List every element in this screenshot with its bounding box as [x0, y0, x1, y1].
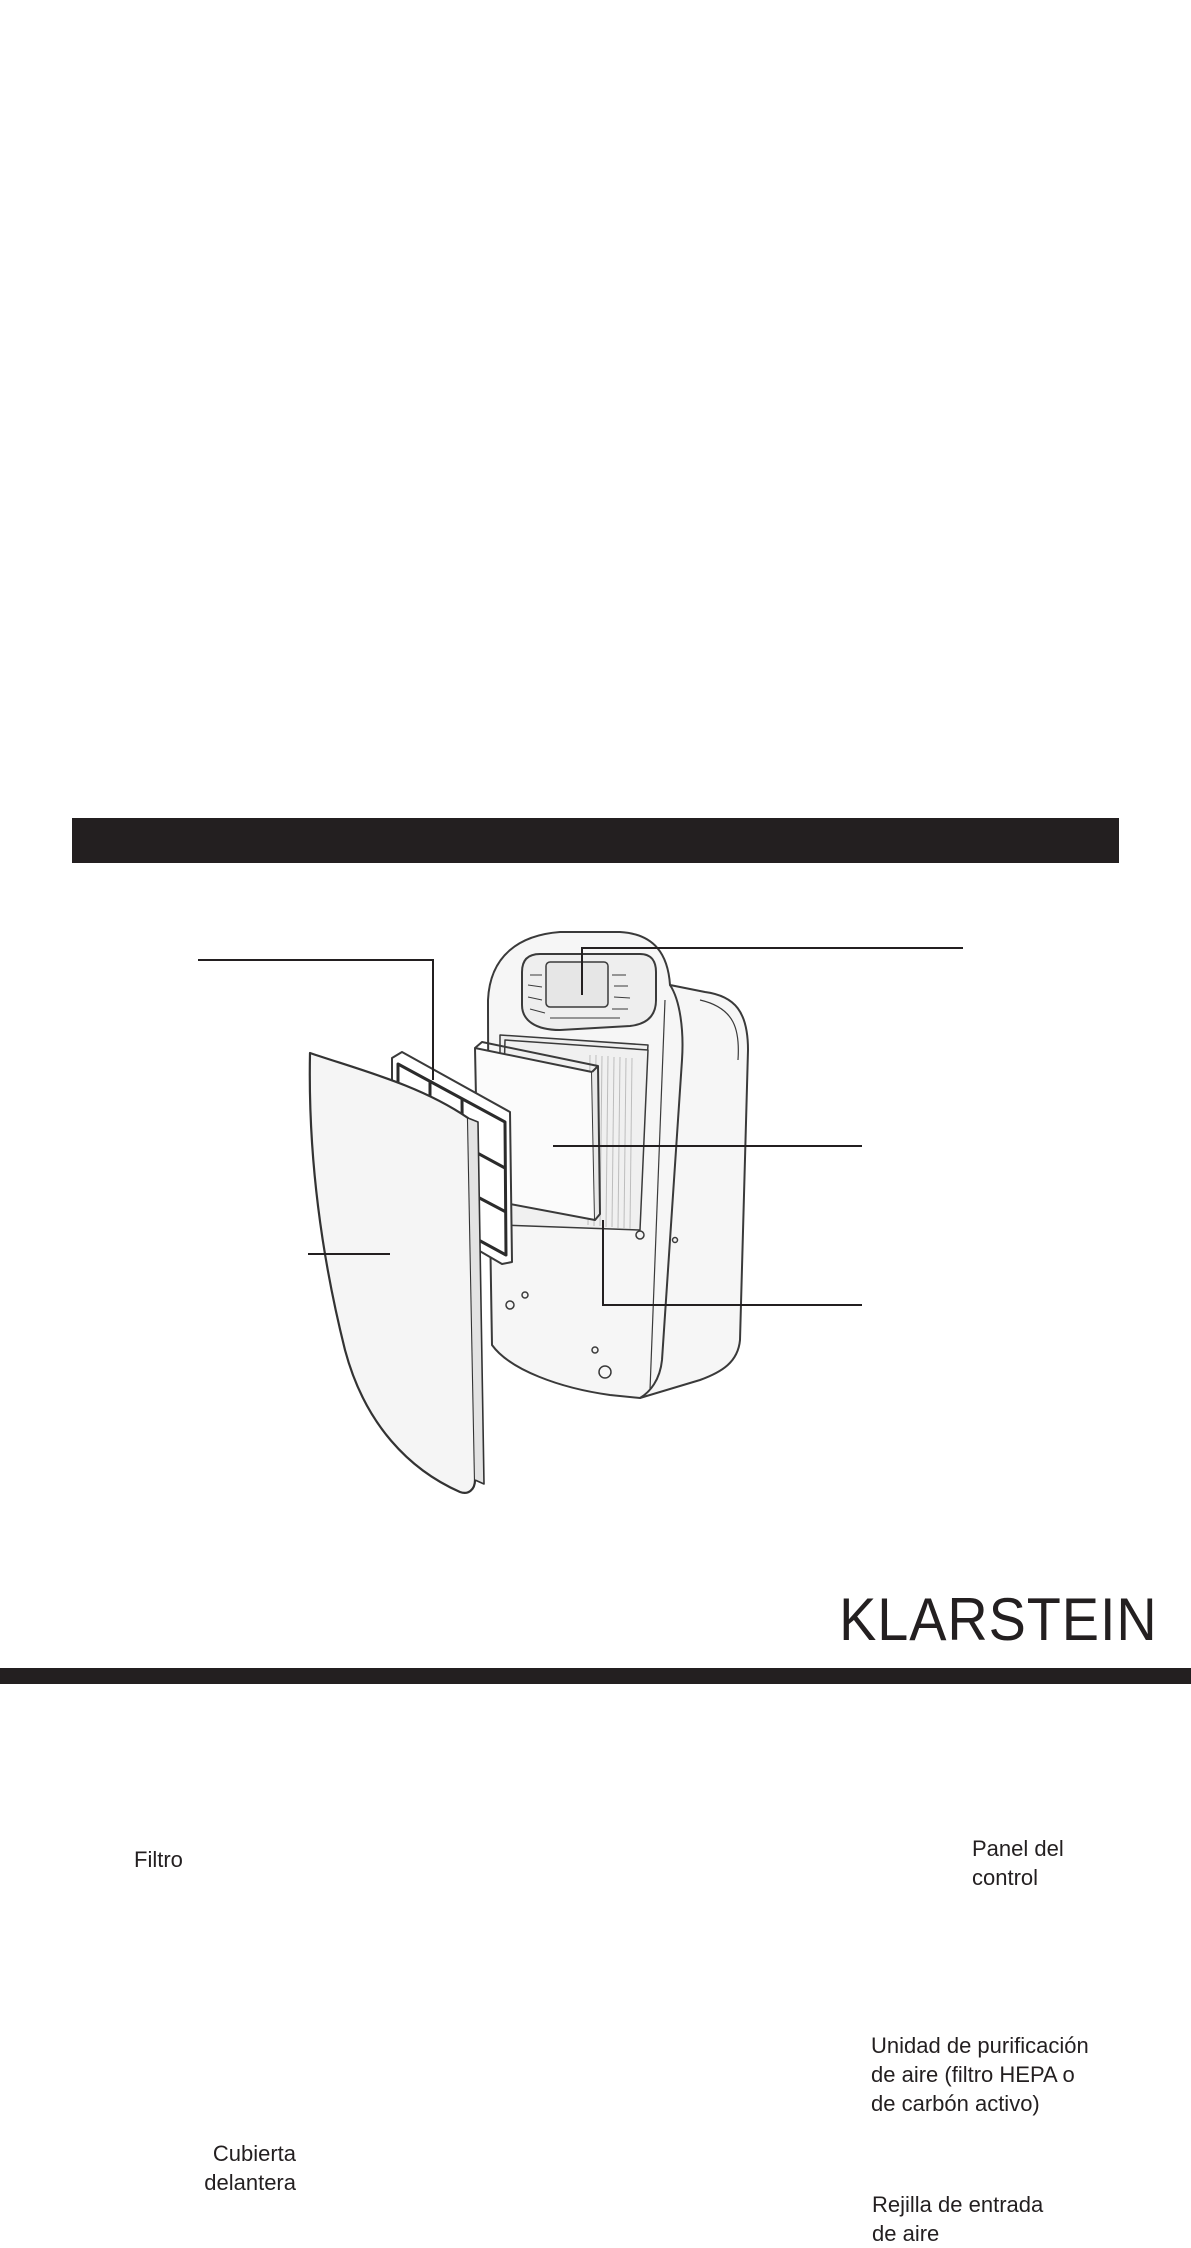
label-air-inlet: Rejilla de entrada de aire [872, 2192, 1044, 2246]
control-display [546, 962, 608, 1007]
front-cover [310, 1053, 475, 1493]
section-header-bar [72, 818, 1119, 863]
label-control-panel: Panel del control [972, 1836, 1064, 1890]
label-filter: Filtro [134, 1847, 183, 1872]
brand-logo: KLARSTEIN [839, 1586, 1158, 1653]
air-purifier-illustration [0, 900, 1191, 1520]
label-purification-unit: Unidad de purificación de aire (filtro HEPA o de carbón activo) [871, 2033, 1089, 2116]
footer-bar [0, 1668, 1191, 1684]
label-front-cover: Cubierta delantera [204, 2141, 296, 2195]
